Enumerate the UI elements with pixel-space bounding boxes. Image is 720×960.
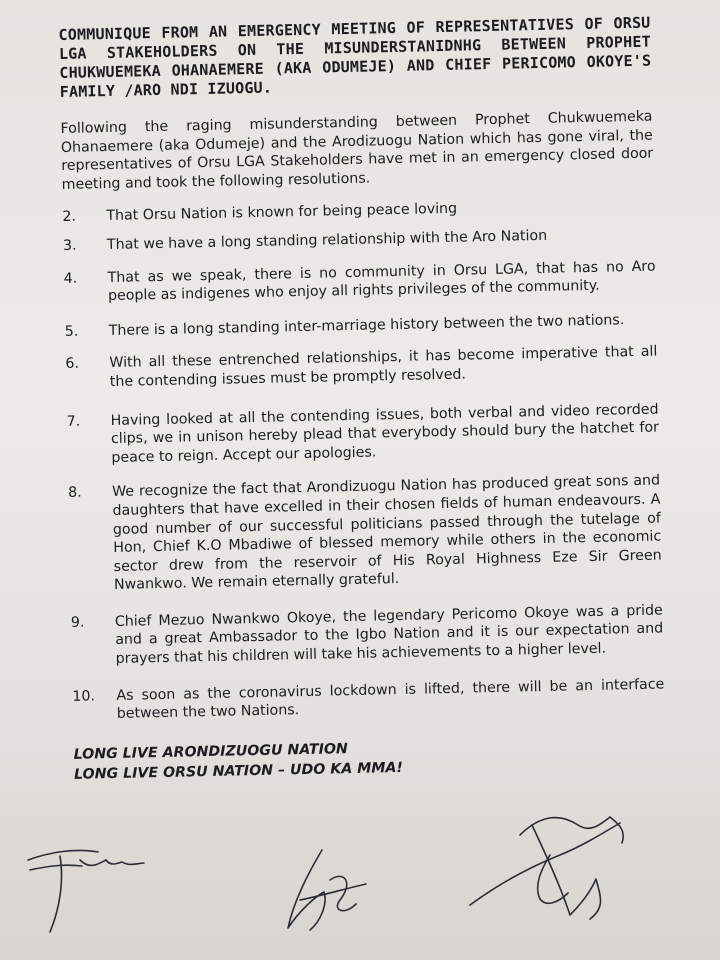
resolution-number: 8. — [67, 484, 82, 502]
resolution-item — [66, 400, 659, 468]
communique-heading: COMMUNIQUE FROM AN EMERGENCY MEETING OF REPRESENTATIVES OF ORSU LGA STAKEHOLDERS ON THE MISUNDERSTANIDNHG BETWEEN PROPHET CHUKWUEMEKA OHANAEMERE (AKA ODUMEJE) AND CHIEF PERICOMO OKOYE'S FAMILY /ARO NDI IZUOGU. — [58, 13, 652, 101]
resolution-item — [72, 675, 665, 725]
resolution-number: 5. — [64, 323, 79, 340]
communique-body — [58, 0, 666, 785]
resolution-number: 6. — [65, 355, 80, 373]
signature-left-icon — [20, 830, 170, 940]
resolution-number: 2. — [62, 209, 77, 226]
resolution-item — [68, 472, 662, 596]
resolution-item — [65, 310, 657, 341]
resolution-text: That Orsu Nation is known for being peace loving — [106, 201, 458, 225]
resolution-text: That we have a long standing relationship with the Aro Nation — [106, 227, 548, 253]
resolution-number: 9. — [70, 614, 85, 631]
intro-paragraph: Following the raging misunderstanding between Prophet Chukwuemeka Ohanaemere (aka Odumeje) and the Arodizuogu Nation which has gone viral, the representatives of Orsu LGA Stakeholders have met in an emergency closed door meeting and took the following resolutions. — [60, 108, 654, 193]
resolution-text: Chief Mezuo Nwankwo Okoye, the legendary Pericomo Okoye was a pride and a great Ambassador to the Igbo Nation and it is our expectation and prayers that his children will take his achievements to a higher level. — [114, 602, 664, 667]
sign-off-line: LONG LIVE ARONDIZUOGU NATION — [73, 740, 348, 763]
sign-off-line: LONG LIVE ORSU NATION – UDO KA MMA! — [73, 759, 404, 783]
resolution-item — [63, 225, 655, 256]
resolution-item — [62, 196, 654, 227]
resolution-number: 10. — [72, 688, 96, 705]
resolution-text: Having looked at all the contending issues, both verbal and video recorded clips, we in unison hereby plead that everybody should bury the hatchet for peace to reign. Accept our apologies. — [110, 401, 660, 466]
resolution-number: 7. — [66, 413, 81, 430]
signature-center-icon — [270, 840, 380, 940]
resolution-item — [65, 343, 658, 393]
sign-off — [73, 732, 666, 784]
resolution-number: 4. — [63, 270, 78, 287]
resolution-text: We recognize the fact that Arondizuogu Nation has produced great sons and daughters that have excelled in their chosen fields of human endeavours. A good number of our successful politicians passed through the tutelage of Hon, Chief K.O Mbadiwe of blessed memory while others in the economic sector drew from the reservoir of His Royal Highness Eze Sir Green Nwankwo. We remain eternally grateful. — [111, 472, 662, 594]
signature-right-icon — [450, 795, 650, 935]
resolution-text: With all these entrenched relationships, it has become imperative that all the contending issues must be promptly resolved. — [109, 343, 658, 390]
resolution-number: 3. — [62, 237, 77, 254]
resolution-text: There is a long standing inter-marriage history between the two nations. — [108, 311, 625, 339]
resolution-text: That as we speak, there is no community in Orsu LGA, that has no Aro people as indigenes who enjoy all rights privileges of the community. — [107, 258, 656, 305]
resolution-list — [62, 196, 665, 725]
resolution-text: As soon as the coronavirus lockdown is lifted, there will be an interface between the two Nations. — [116, 676, 665, 723]
resolution-item — [63, 257, 656, 307]
resolution-item — [71, 601, 664, 669]
